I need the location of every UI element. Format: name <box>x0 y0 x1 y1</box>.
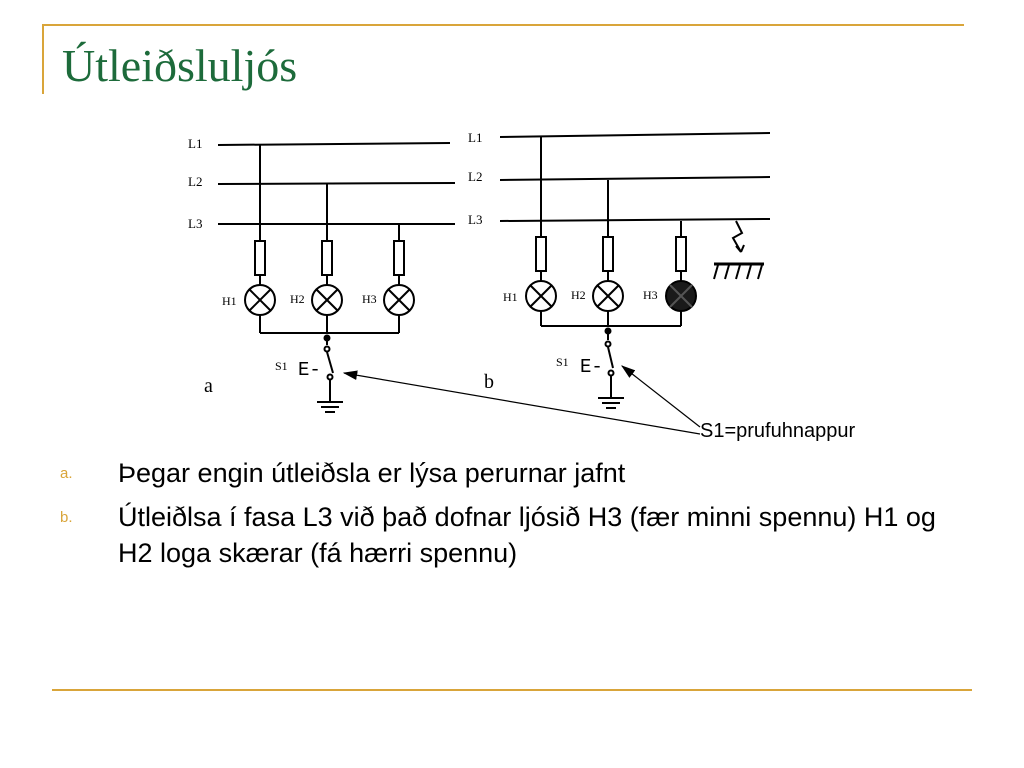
left-label-l2: L2 <box>188 174 203 189</box>
right-label-l2: L2 <box>468 169 483 184</box>
left-label-h1: H1 <box>222 294 237 308</box>
bullet-item-a <box>60 455 940 491</box>
left-bus-l1 <box>218 143 450 145</box>
right-label-h3: H3 <box>643 288 658 302</box>
right-label-h2: H2 <box>571 288 586 302</box>
left-bus-l2 <box>218 183 455 184</box>
left-ground <box>317 402 343 412</box>
slide-title: Útleiðsluljós <box>62 40 298 91</box>
left-lamp-h3 <box>384 285 414 315</box>
left-switch-contact <box>327 352 333 373</box>
right-lamp-h3-dimmed <box>666 281 696 311</box>
right-label-l3: L3 <box>468 212 483 227</box>
right-fuse-h1 <box>536 237 546 271</box>
bullet-text: Útleiðlsa í fasa L3 við það dofnar ljósið H3 (fær minni spennu) H1 og H2 loga skærar (fá hærri spennu) <box>118 502 936 568</box>
left-label-s1: S1 <box>275 359 288 373</box>
right-fuse-h3 <box>676 237 686 271</box>
right-switch-symbol: E- <box>580 356 603 378</box>
left-fuse-h2 <box>322 241 332 275</box>
bullet-item-b <box>60 499 940 571</box>
left-caption: a <box>204 375 213 397</box>
left-label-l3: L3 <box>188 216 203 231</box>
right-ground <box>598 398 624 408</box>
left-lamp-h2 <box>312 285 342 315</box>
right-fuse-h2 <box>603 237 613 271</box>
right-label-l1: L1 <box>468 130 483 145</box>
callout-arrow-right <box>622 366 700 427</box>
left-fuse-h3 <box>394 241 404 275</box>
right-label-s1: S1 <box>556 355 569 369</box>
earth-fault-symbol <box>714 221 764 279</box>
left-lamp-h1 <box>245 285 275 315</box>
left-fuse-h1 <box>255 241 265 275</box>
right-switch-contact <box>608 347 613 368</box>
bullet-text: Þegar engin útleiðsla er lýsa perurnar jafnt <box>118 458 626 488</box>
right-bus-l1 <box>500 133 770 137</box>
right-caption: b <box>484 371 494 393</box>
bullet-marker: b. <box>60 509 73 526</box>
bullet-marker: a. <box>60 465 73 482</box>
right-lamp-h2 <box>593 281 623 311</box>
bullet-list <box>60 455 940 579</box>
bottom-rule <box>52 689 972 691</box>
left-switch-symbol: E- <box>298 359 321 381</box>
left-label-h2: H2 <box>290 292 305 306</box>
callout-arrow-left <box>344 373 700 434</box>
left-label-h3: H3 <box>362 292 377 306</box>
switch-callout-label: S1=prufuhnappur <box>700 420 856 442</box>
left-label-l1: L1 <box>188 136 203 151</box>
right-label-h1: H1 <box>503 290 518 304</box>
right-lamp-h1 <box>526 281 556 311</box>
